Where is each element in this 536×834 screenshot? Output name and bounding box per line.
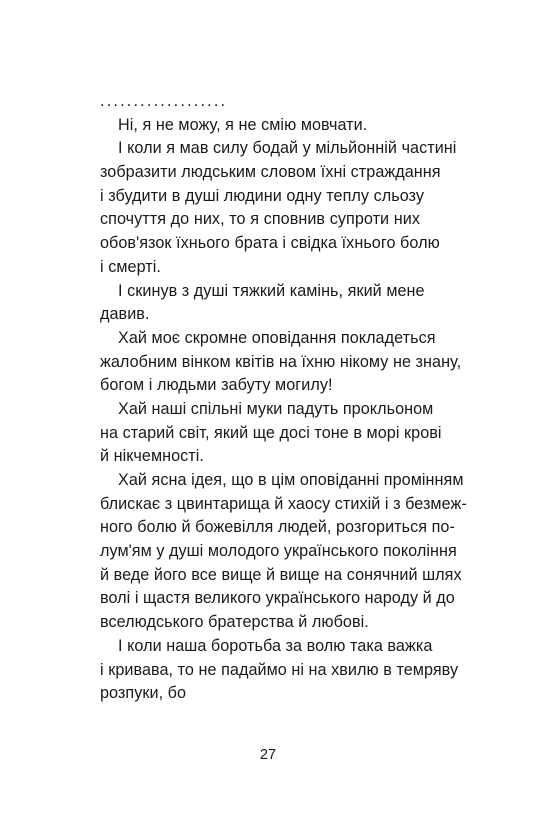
text-line: І коли наша боротьба за волю така важка <box>118 636 433 655</box>
text-line: зобразити людським словом їхні страждання <box>100 163 441 182</box>
text-line: й веде його все вище й вище на сонячний шлях <box>100 565 462 584</box>
text-line: Хай ясна ідея, що в цім оповіданні промінням <box>118 471 464 489</box>
text-line: і кривава, то не падаймо ні на хвилю в темряву <box>100 660 459 679</box>
text-line: Хай наші спільні муки падуть прокльоном <box>118 399 434 418</box>
text-line: спочуття до них, то я сповнив супроти них <box>100 210 420 229</box>
text-line: богом і людьми забуту могилу! <box>100 376 333 395</box>
text-line: й нікчемності. <box>100 447 204 466</box>
text-line: ного болю й божевілля людей, розгориться по- <box>100 518 455 537</box>
page-number: 27 <box>259 747 277 763</box>
text-line: лум'ям у душі молодого українського покоління <box>100 542 457 561</box>
text-line: давив. <box>100 305 150 324</box>
text-line: Ні, я не можу, я не смію мовчати. <box>118 115 368 134</box>
text-line: волі і щастя великого українського народу й до <box>100 589 455 608</box>
text-line: блискає з цвинтарища й хаосу стихій і з безмеж- <box>100 494 467 513</box>
ellipsis-line: ................... <box>100 92 228 110</box>
text-line: І скинув з душі тяжкий камінь, який мене <box>118 281 425 300</box>
text-line: Хай моє скромне оповідання покладеться <box>118 328 436 347</box>
text-line: розпуки, бо <box>100 684 187 703</box>
body-text <box>100 90 467 706</box>
text-line: і смерті. <box>100 257 161 276</box>
text-line: І коли я мав силу бодай у мільйонній частині <box>118 139 457 158</box>
text-line: на старий світ, який ще досі тоне в морі крові <box>100 423 442 442</box>
text-line: обов'язок їхнього брата і свідка їхнього болю <box>100 234 440 253</box>
text-line: жалобним вінком квітів на їхню нікому не знану, <box>100 352 462 371</box>
text-line: вселюдського братерства й любові. <box>100 613 369 632</box>
text-line: і збудити в душі людини одну теплу сльозу <box>100 186 424 205</box>
